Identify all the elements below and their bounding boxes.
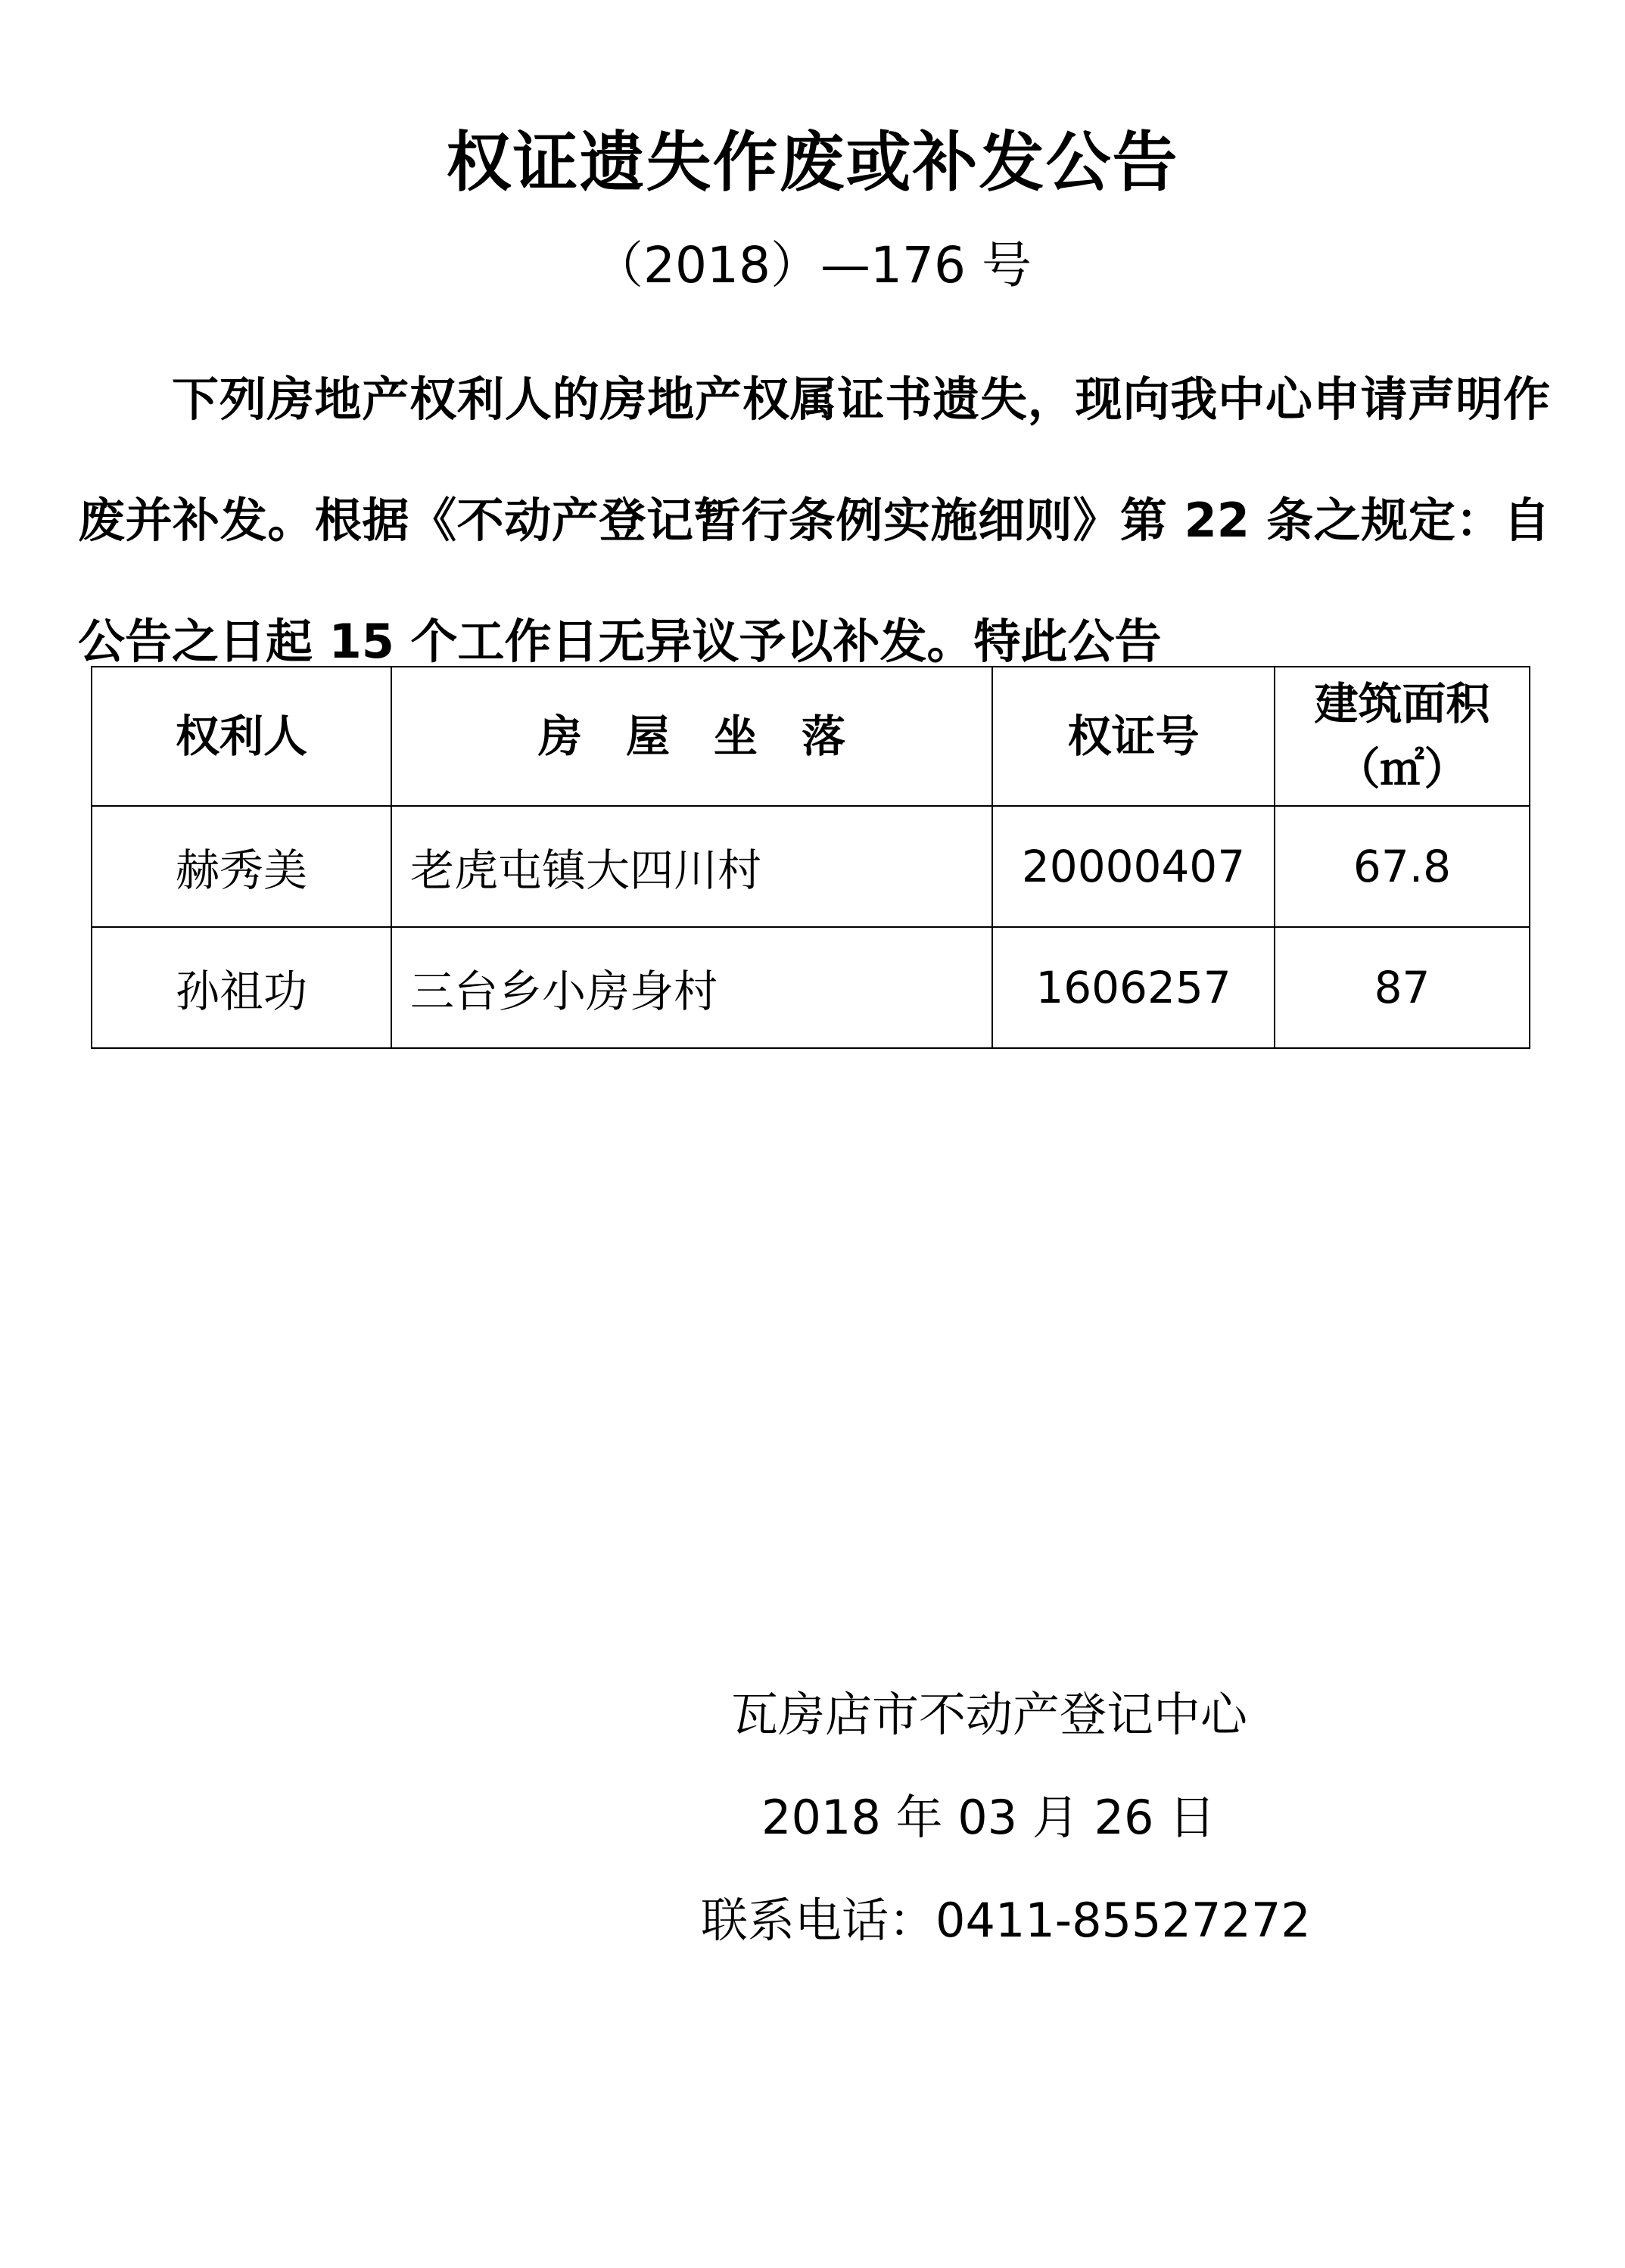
cell-cert-no: 20000407 (992, 806, 1275, 927)
header-cert-no: 权证号 (992, 667, 1275, 806)
table-row (92, 927, 1530, 1048)
cell-location: 老虎屯镇大四川村 (391, 806, 992, 927)
notice-title: 权证遗失作废或补发公告 (446, 125, 1179, 201)
notice-number: （2018）—176 号 (593, 236, 1032, 294)
cell-area: 87 (1275, 927, 1530, 1048)
cell-holder: 孙祖功 (92, 927, 391, 1048)
cell-cert-no: 1606257 (992, 927, 1275, 1048)
header-area (1275, 667, 1530, 806)
notice-body: 下列房地产权利人的房地产权属证书遗失，现向我中心申请声明作废并补发。根据《不动产登记暂行条例实施细则》第 22 条之规定：自公告之日起 15 个工作日无异议予以补发。特此公告 (78, 372, 1550, 669)
table-header-row (92, 667, 1530, 806)
issuing-organization: 瓦房店市不动产登记中心 (731, 1687, 1248, 1742)
table-row (92, 806, 1530, 927)
issue-date: 2018 年 03 月 26 日 (761, 1790, 1216, 1845)
header-area-unit: （㎡） (1336, 743, 1468, 795)
records-table (91, 666, 1530, 1049)
cell-holder: 赫秀美 (92, 806, 391, 927)
contact-phone: 联系电话：0411-85527272 (701, 1893, 1311, 1948)
header-holder: 权利人 (92, 667, 391, 806)
cell-area: 67.8 (1275, 806, 1530, 927)
header-area-label: 建筑面积 (1314, 678, 1490, 730)
header-location: 房 屋 坐 落 (391, 667, 992, 806)
cell-location: 三台乡小房身村 (391, 927, 992, 1048)
